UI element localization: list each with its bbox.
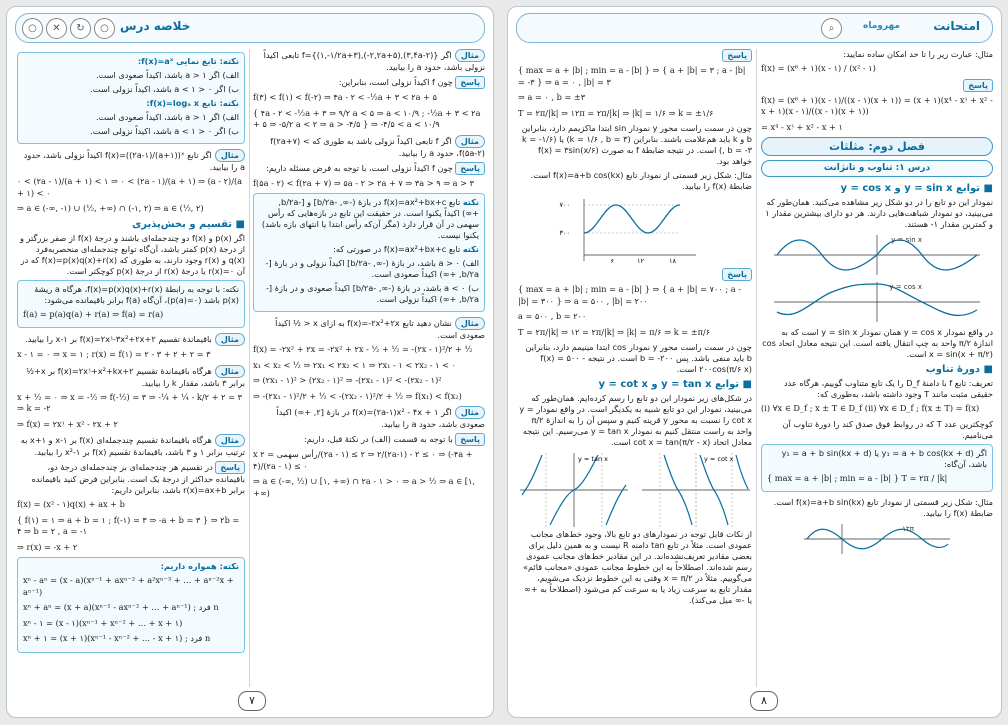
answer-text: چون f اکیداً نزولی است، بنابراین: xyxy=(338,77,453,87)
cosine-curve xyxy=(584,205,680,233)
right-page-column-right xyxy=(761,49,993,687)
page-number: ۷ xyxy=(238,691,266,711)
note-box xyxy=(17,557,245,653)
math-line: xⁿ + ۱ = (x + ۱)(xⁿ⁻¹ - xⁿ⁻² + … - x + ۱) ; فرد n xyxy=(23,633,211,643)
close-icon: ✕ xyxy=(46,18,67,39)
answer-badge: پاسخ xyxy=(455,162,485,175)
math-line: T = ۲π/|k| ⇒ ۱۲ = ۲π/|k| ⇒ |k| = π/۶ ⇒ k = ±π/۶ xyxy=(518,326,711,337)
math-line: (i) ∀x ∈ D_f ; x ± T ∈ D_f (ii) ∀x ∈ D_f ; f(x ± T) = f(x) xyxy=(761,403,980,413)
lesson-banner: درس ۱: تناوب و تانژانت xyxy=(761,160,993,177)
graph-label: ۱۲π xyxy=(902,525,914,533)
example-badge: مثال xyxy=(215,434,245,447)
math-line: xⁿ - ۱ = (x - ۱)(xⁿ⁻¹ + xⁿ⁻² + … + x + ۱) xyxy=(23,617,183,628)
tan-graph xyxy=(518,451,630,529)
answer-text: چون f اکیداً نزولی است، با توجه به فرض مسئله داریم: xyxy=(266,162,453,173)
x-tick: ۱۲ xyxy=(637,257,644,265)
note-text: اگر y₁ = a + b cos(kx + d) یا y₁ = a + b sin(kx + d) باشد، آن‌گاه: xyxy=(781,447,987,469)
example-text: اگر f تابعی اکیداً نزولی باشد به طوری که f(۲a+۷) < f(۵a-۲)، حدود a را بیابید. xyxy=(270,135,485,158)
section-heading: ■ تقسیم و بخش‌پذیری xyxy=(132,218,245,230)
answer-badge: پاسخ xyxy=(963,79,993,92)
note-text: نکته: با توجه به رابطهٔ f(x)=p(x)q(x)+r(x)، هرگاه a ریشهٔ p(x) باشد (p(a)=۰)، آن‌گاه f(a) برابر باقیمانده می‌شود: xyxy=(34,283,239,305)
section-text: از نکات قابل توجه در نمودارهای دو تابع بالا، وجود خط‌های مجانب عمودی است. مثلاً در تابع tan دامنه R نیست و به همین دلیل برای بعضی مقادیر تعریف‌نشده‌اند. در این مقادیر خط‌های مجانب عمودی رسم شده‌اند. اصطلاحاً به این خطوط مجانب عمودی «مجانب قائم» می‌گوییم. مثلاً در x = π/۲ وقتی به این خطوط نزدیک می‌شویم، مقدار تابع به سرعت زیاد یا به سرعت کم می‌شود (اصطلاحاً به +∞ یا -∞ میل می‌کند). xyxy=(522,529,752,605)
math-line: { ۴a - ۲ < -½a + ۳ ⇒ ۹/۲ a < ۵ ⇒ a < ۱۰/۹ ; -½a + ۳ < ۲a + ۵ ⇒ -۵/۲ a < ۲ ⇒ a > -۴/۵ } ⇒ -۴/۵ < a < ۱۰/۹ xyxy=(253,107,481,129)
example-badge: مثال xyxy=(455,317,485,330)
example-text: مثال: شکل زیر قسمتی از نمودار تابع f(x)=a+b sin(kx) است. ضابطهٔ f(x) را بیابید. xyxy=(773,497,993,518)
right-header xyxy=(516,13,993,43)
section-heading: ■ توابع y = tan x و y = cot x xyxy=(598,379,752,390)
cot-graph xyxy=(640,451,752,529)
math-line: ۰ < (۲a - ۱)/(a + ۱) < ۱ ⇒ ۰ < (۲a - ۱)/(a + ۱) ⇒ (a - ۲)/(a + ۱) < ۰ xyxy=(17,176,243,198)
search-icon: ⌕ xyxy=(821,18,842,39)
note-label: نکته xyxy=(462,197,479,207)
section-text: کوچکترین عدد T که در روابط فوق صدق کند را دورهٔ تناوب آن می‌نامیم. xyxy=(782,418,993,440)
left-header xyxy=(15,13,485,43)
right-page-column-left xyxy=(518,49,752,687)
example-badge: مثال xyxy=(455,406,485,419)
right-page xyxy=(507,6,1002,718)
math-line: ⇒ r(x) = -x + ۲ xyxy=(17,541,78,552)
note-item: ب) اگر ۰ < a < ۱ باشد، اکیداً نزولی است. xyxy=(90,84,239,94)
note-text: تابع f(x)=ax²+bx+c در بازهٔ (-∞, -b/۲a] و [-b/۲a, +∞) اکیداً یکنوا است. در حقیقت این تابع در بازه‌هایی که رأس سهمی در آن قرار دارد (مگر آن‌که رأس ابتدا یا انتهای بازه باشد) یکنوا نیست. xyxy=(261,197,479,240)
example-badge: مثال xyxy=(215,365,245,378)
tan-cot-graphs xyxy=(518,451,752,529)
math-line: f(a) = p(a)q(a) + r(a) ⇒ f(a) = r(a) xyxy=(23,308,164,319)
section-text: در واقع نمودار y = cos x همان نمودار y = sin x است که به اندازهٔ π/۲ واحد به چپ انتقال یافته است. این نتیجه معادل اتحاد cos x = sin(x + π/۲) است. xyxy=(762,327,993,359)
refresh-icon: ↻ xyxy=(70,18,91,39)
answer-text: در تقسیم هر چندجمله‌ای بر چندجمله‌ای درجهٔ دو، باقیمانده حداکثر از درجهٔ یک است. بنابراین فرض کنید باقیمانده برابر r(x)=ax+b باشد، بنابراین داریم: xyxy=(31,462,245,495)
math-line: x₁ < x₂ < ½ ⇒ ۲x₁ < ۲x₂ < ۱ ⇒ ۲x₁ - ۱ < ۲x₂ - ۱ < ۰ xyxy=(253,359,456,370)
note-item: الف) اگر a > ۱ باشد، اکیداً صعودی است. xyxy=(96,70,239,80)
left-header-title: خلاصه درس xyxy=(120,19,191,33)
section-text: نمودار این دو تابع را در دو شکل زیر مشاهده می‌کنید. همان‌طور که می‌بینید، دو نمودار شباهت‌هایی دارند. هر دو دارای بیشترین مقدار ۱ و کمترین مقدار ۱- هستند. xyxy=(765,197,993,229)
math-line: f(x) = -۲x² + ۲x = -۲x² + ۲x - ½ + ½ = -(۲x - ۱)²/۲ + ½ xyxy=(253,344,473,354)
brand-label: مهروماه xyxy=(863,21,900,31)
answer-badge: پاسخ xyxy=(722,268,752,281)
answer-text: با توجه به قسمت (الف) در نکتهٔ قبل، داریم: xyxy=(304,434,453,444)
math-line: ⇒ a = ۰ , b = ±۳ xyxy=(518,92,586,102)
math-line: f(x) = (x⁶ + ۱)(x - ۱) / (x² - ۱) xyxy=(761,63,876,73)
math-line: f(x) = (x² - ۱)q(x) + ax + b xyxy=(17,499,125,509)
right-header-title: امتحانت xyxy=(933,19,980,33)
tan-branch xyxy=(606,485,626,525)
math-line: x - ۱ = ۰ ⇒ x = ۱ ; r(x) = f(۱) = ۲ - ۳ + ۲ + ۲ = ۳ xyxy=(17,349,211,359)
section-text: تعریف: تابع f با دامنهٔ D_f را یک تابع متناوب گوییم، هرگاه عدد حقیقی مثبت مانند T وجود داشته باشد، به‌طوری که: xyxy=(783,378,993,399)
example-badge: مثال xyxy=(455,135,485,148)
note-box xyxy=(253,193,485,312)
example-badge: مثال xyxy=(215,149,245,162)
left-page xyxy=(6,6,494,718)
example-text: هرگاه باقیماندهٔ تقسیم f(x)=۲x⁳+x²+kx+۲ بر x+½ برابر ۳ باشد، مقدار k را بیابید. xyxy=(26,365,245,388)
column-divider xyxy=(249,49,250,687)
example-text: مثال: شکل زیر قسمتی از نمودار تابع f(x)=a+b cos(kx) است. ضابطهٔ f(x) را بیابید. xyxy=(530,170,752,191)
left-page-column-left xyxy=(17,49,245,687)
answer-badge: پاسخ xyxy=(215,461,245,474)
y-tick: ۷۰۰ xyxy=(559,201,570,209)
graph-label: y = tan x xyxy=(578,455,608,463)
example-text: نشان دهید تابع f(x)=-۲x²+۲x به ازای x < ½ اکیداً صعودی است. xyxy=(275,318,485,340)
math-line: x + ½ = ۰ ⇒ x = -½ ⇒ f(-½) = ۳ ⇒ -¼ + ¼ - k/۲ + ۲ = ۳ ⇒ k = -۲ xyxy=(17,391,242,413)
example-text: مثال: عبارت زیر را تا حد امکان ساده نمایید: xyxy=(843,49,993,59)
note-item: الف) اگر a > ۱ باشد، اکیداً صعودی است. xyxy=(96,112,239,122)
math-line: ⇒ f(x) = ۲x⁳ + x² - ۲x + ۲ xyxy=(17,418,118,429)
answer-badge: پاسخ xyxy=(455,76,485,89)
math-line: xⁿ + aⁿ = (x + a)(xⁿ⁻¹ - axⁿ⁻² + … + aⁿ⁻¹) ; فرد n xyxy=(23,602,219,612)
x-tick: ۶ xyxy=(610,257,614,265)
example-text: اگر f={(۱,-۱/۲a+۳),(-۲,۲a+۵),(۳,۴a-۲)} تابعی اکیداً نزولی باشد، حدود a را بیابید. xyxy=(263,50,485,72)
note-title: نکته: تابع f(x)=logₐ x: xyxy=(146,98,239,108)
example-badge: مثال xyxy=(455,49,485,62)
note-item: ب) اگر ۰ < a < ۱ باشد، اکیداً نزولی است. xyxy=(90,126,239,136)
section-heading: ■ توابع y = sin x و y = cos x xyxy=(840,183,993,194)
example-graph xyxy=(802,522,952,556)
math-line: ⇒ a ∈ (-∞, ½) ∪ [۱, +∞) ∩ ۲a - ۱ > ۰ ⇒ a > ½ ⇒ a ∈ [۱, +∞) xyxy=(253,476,475,498)
math-line: ⇒ (۲x₁ - ۱)² > (۲x₂ - ۱)² ⇒ -(۲x₁ - ۱)² < -(۲x₂ - ۱)² xyxy=(253,375,442,385)
math-line: f(۵a - ۲) < f(۲a + ۷) ⇒ ۵a - ۲ > ۲a + ۷ ⇒ ۳a > ۹ ⇒ a > ۳ xyxy=(253,177,475,188)
example-text: باقیماندهٔ تقسیم f(x)=۲x⁳-۳x²+۲x+۲ بر x-۱ را بیابید. xyxy=(25,334,212,344)
math-line: T = ۲π/|k| ⇒ ۱۲π = ۲π/|k| ⇒ |k| = ۱/۶ ⇒ k = ±۱/۶ xyxy=(518,107,714,118)
math-line: { f(۱) = ۱ ⇒ a + b = ۱ ; f(-۱) = ۳ ⇒ -a + b = ۳ } ⇒ ۲b = ۴ ⇒ b = ۲ , a = -۱ xyxy=(17,514,240,536)
graph-label: y = cos x xyxy=(889,283,922,291)
left-page-column-right xyxy=(253,49,485,687)
circle-icon: ○ xyxy=(94,18,115,39)
math-line: { max = a + |b| ; min = a - |b| } ⇒ { a + |b| = ۳ ; a - |b| = -۳ } ⇒ a = ۰ , |b| = ۳ xyxy=(518,65,746,87)
note-title: نکته: همواره داریم: xyxy=(160,561,239,571)
y-tick: ۳۰۰ xyxy=(559,229,570,237)
math-line: f(x) = (x⁶ + ۱)(x - ۱)/((x - ۱)(x + ۱)) = (x + ۱)(x⁴ - x⁳ + x² - x + ۱)(x - ۱)/((x - ۱)(x + ۱)) xyxy=(761,94,993,116)
math-line: a = ۵۰۰ , b = ۲۰۰ xyxy=(518,311,587,321)
tan-branch xyxy=(522,455,542,495)
example-text: اگر تابع f(x)=((۲a-۱)/(a+۱))ˣ اکیداً نزولی باشد، حدود a را بیابید. xyxy=(23,150,245,172)
page-number: ۸ xyxy=(750,691,778,711)
section-heading: ■ دورهٔ تناوب xyxy=(925,364,993,375)
graph-label: y = cot x xyxy=(704,455,734,463)
math-line: f(۳) < f(۱) < f(-۲) ⇒ ۴a - ۲ < -½a + ۳ < ۲a + ۵ xyxy=(253,92,437,102)
chapter-banner: فصل دوم: مثلثات xyxy=(761,137,993,156)
cot-branch xyxy=(736,455,748,489)
answer-text: چون در سمت راست محور y نمودار sin ابتدا ماکزیمم دارد، بنابراین b و k باید هم‌علامت باشند. بنابراین (k = ۱/۶ , b = ۳) یا (k = -۱/۶ , b = -۳) است. در نتیجه ضابطهٔ f به صورت f(x) = ۳sin(x/۶) خواهد بود. xyxy=(521,123,752,166)
answer-text: چون در سمت راست محور y نمودار cos ابتدا مینیمم دارد، بنابراین b باید منفی باشد. پس b = -۲۰۰ است. در نتیجه f(x) = ۵۰۰ - ۲۰۰cos(π/۶ x) است. xyxy=(525,342,752,374)
column-divider xyxy=(756,49,757,687)
note-item: ب) a < ۰ باشد، در بازهٔ (-∞, -b/۲a] اکیداً صعودی و در بازهٔ [-b/۲a, +∞) اکیداً نزولی است. xyxy=(265,283,479,304)
sine-graph xyxy=(772,233,982,277)
cosine-graph xyxy=(772,280,982,324)
math-line: x رأس سهمی = ۲/(۲a - ۱) ≤ ۲ ⇒ ۲/(۲a-۱) - ۲ ≤ ۰ ⇒ (-۴a + ۴)/(۲a - ۱) ≤ ۰ xyxy=(253,449,473,471)
example-graph xyxy=(559,195,700,265)
note-label: نکته xyxy=(462,244,479,254)
section-text: در شکل‌های زیر نمودار این دو تابع را رسم کرده‌ایم. همان‌طور که می‌بینید، نمودار این دو تابع شبیه به یکدیگر است. در واقع نمودار y = cot x را نسبت به محور y قرینه کنیم و سپس آن را به اندازهٔ π/۲ واحد به راست منتقل کنیم به نمودار y = tan x می‌رسیم. این نتیجه معادل اتحاد cot x = tan(π/۲ - x) است. xyxy=(519,393,752,447)
section-text: اگر p(x) و f(x) دو چندجمله‌ای باشند و درجهٔ f(x) از صفر بزرگتر و از درجهٔ p(x) کمتر باشد، آن‌گاه توابع چندجمله‌ای منحصربه‌فرد q(x) و r(x) وجود دارند، به طوری که f(x)=p(x)q(x)+r(x) که در آن r(x)=۰ یا درجهٔ r(x) از درجهٔ p(x) کوچکتر است. xyxy=(19,232,245,276)
math-line: { max = a + |b| ; min = a - |b| } ⇒ { a + |b| = ۷۰۰ ; a - |b| = ۳۰۰ } ⇒ a = ۵۰۰ , |b| = ۲۰۰ xyxy=(518,284,742,306)
note-title: نکته: تابع نمایی f(x)=aˣ: xyxy=(137,56,239,66)
circle-icon: ○ xyxy=(22,18,43,39)
graph-label: y = sin x xyxy=(891,236,922,244)
answer-badge: پاسخ xyxy=(722,49,752,62)
x-tick: ۱۸ xyxy=(669,257,676,265)
math-line: xⁿ - aⁿ = (x - a)(xⁿ⁻¹ + axⁿ⁻² + a²xⁿ⁻³ + … + aⁿ⁻²x + aⁿ⁻¹) xyxy=(23,575,234,597)
answer-badge: پاسخ xyxy=(455,433,485,446)
example-text: هرگاه باقیماندهٔ تقسیم چندجمله‌ای f(x) بر x-۱ و x+۱ به ترتیب برابر ۱ و ۳ باشد، باقیماندهٔ تقسیم f(x) بر x²-۱ را بیابید. xyxy=(20,435,245,457)
note-text: تابع f(x)=ax²+bx+c در صورتی که: xyxy=(333,244,461,254)
note-box xyxy=(761,444,993,493)
example-text: اگر f(x)=(۲a-۱)x² - ۴x + ۱ در بازهٔ [۲, +∞) اکیداً صعودی باشد، حدود a را بیابید. xyxy=(276,407,485,429)
math-line: ⇒ -(۲x₁ - ۱)²/۲ + ½ < -(۲x₂ - ۱)²/۲ + ½ ⇒ f(x₁) < f(x₂) xyxy=(253,390,462,401)
math-line: = x⁴ - x⁳ + x² - x + ۱ xyxy=(761,121,843,132)
example-badge: مثال xyxy=(215,333,245,346)
note-box xyxy=(17,280,245,329)
note-box xyxy=(17,52,245,144)
note-item: الف) a > ۰ باشد، در بازهٔ (-∞, -b/۲a] اکیداً نزولی و در بازهٔ [-b/۲a, +∞) اکیداً صعودی است. xyxy=(265,258,479,279)
math-line: { max = a + |b| ; min = a - |b| } T = ۲π / |k| xyxy=(767,472,948,483)
math-line: ⇒ a ∈ (-∞, -۱) ∪ (½, +∞) ∩ (-۱, ۲) ⇒ a ∈ (½, ۲) xyxy=(17,203,204,213)
